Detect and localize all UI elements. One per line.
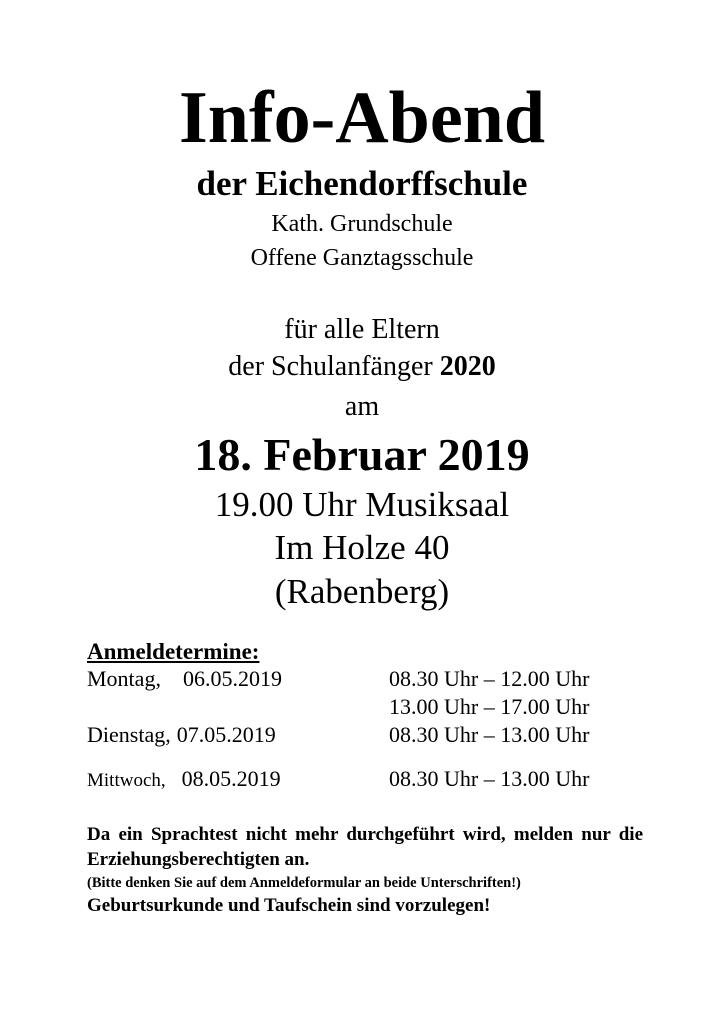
audience-line: [0, 350, 724, 384]
documents-note: Geburtsurkunde und Taufschein sind vorzulegen!: [87, 895, 491, 916]
registration-note: Da ein Sprachtest nicht mehr durchgeführt wird, melden nur die Erziehungsberechtigten an.: [87, 824, 643, 870]
schedule-heading: Anmeldetermine:: [87, 639, 260, 664]
school-type-line: Kath. Grundschule: [271, 211, 453, 237]
schedule-date: 08.05.2019: [181, 766, 281, 791]
schedule-day: [87, 665, 282, 693]
audience-line: für alle Eltern: [284, 314, 440, 345]
schedule-day-name: Dienstag,: [87, 722, 171, 747]
audience-year: 2020: [439, 351, 496, 382]
event-time-place: 19.00 Uhr Musiksaal: [214, 485, 510, 524]
schedule-day-name: Montag,: [87, 666, 161, 691]
schedule-day: [87, 765, 281, 795]
schedule-time: 08.30 Uhr – 13.00 Uhr: [389, 766, 590, 791]
event-address: Im Holze 40: [274, 528, 450, 567]
signature-hint: (Bitte denken Sie auf dem Anmeldeformular an beide Unterschriften!): [87, 875, 521, 891]
schedule-time: 13.00 Uhr – 17.00 Uhr: [389, 694, 590, 719]
schedule-date: 06.05.2019: [182, 666, 282, 691]
audience-text: der Schulanfänger: [228, 351, 440, 382]
schedule-time: 08.30 Uhr – 13.00 Uhr: [389, 722, 590, 747]
schedule-day: [87, 721, 276, 749]
event-district: (Rabenberg): [274, 572, 450, 611]
event-date: 18. Februar 2019: [194, 429, 530, 480]
schedule-day-name: Mittwoch,: [87, 770, 166, 791]
school-name: der Eichendorffschule: [196, 164, 528, 203]
schedule-time: 08.30 Uhr – 12.00 Uhr: [389, 666, 590, 691]
page-title: Info-Abend: [179, 77, 545, 159]
audience-line: am: [344, 391, 380, 422]
school-type-line: Offene Ganztagsschule: [250, 245, 474, 271]
schedule-date: 07.05.2019: [176, 722, 276, 747]
